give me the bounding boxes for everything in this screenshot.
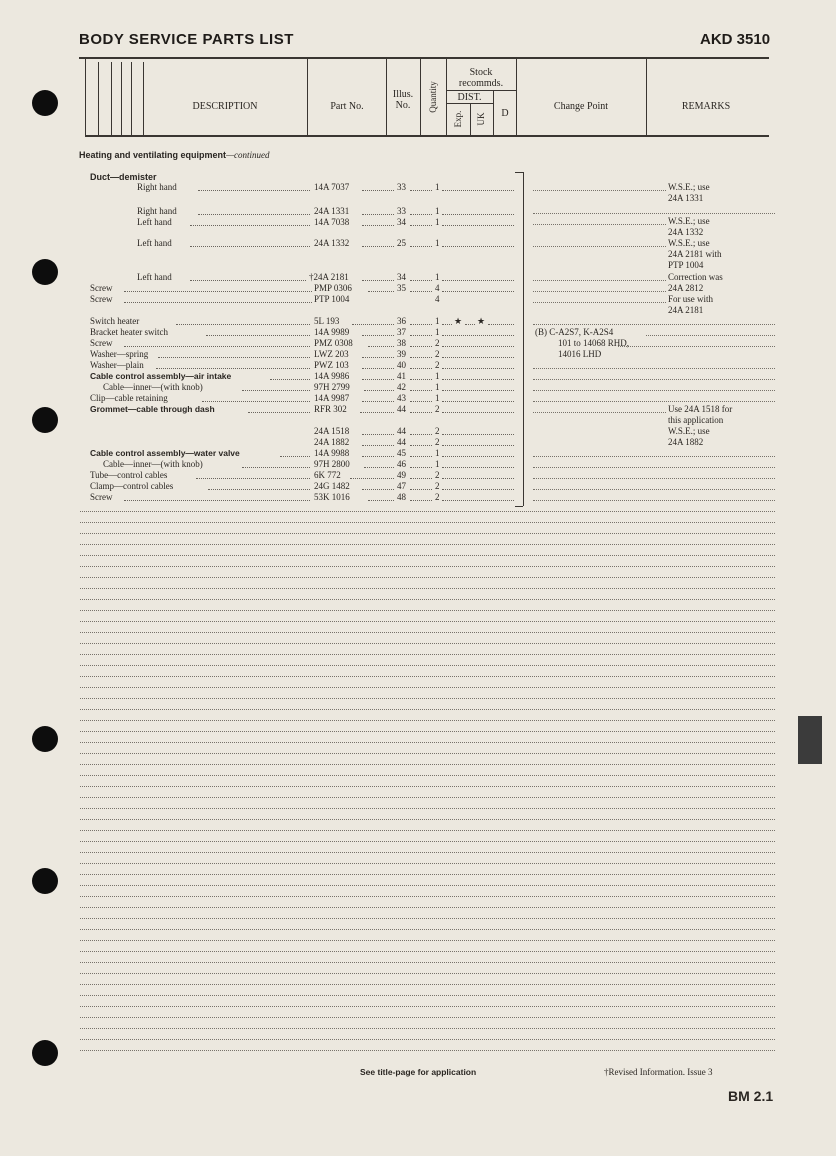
row-qty: 2 [435,404,440,414]
blank-ruled-line [80,896,775,897]
range-bracket [523,172,524,506]
section-tab-marker [798,716,822,764]
row-description: Washer—plain [90,360,144,370]
row-qty: 2 [435,481,440,491]
row-illus: 43 [397,393,406,403]
row-illus: 37 [397,327,406,337]
row-illus: 33 [397,206,406,216]
blank-ruled-line [80,940,775,941]
column-uk: UK [476,112,486,126]
remark-line: For use with [668,294,713,304]
row-description: Clamp—control cables [90,481,174,491]
row-part-no: †24A 2181 [309,272,349,282]
remark-line: 24A 1331 [668,193,704,203]
table-row [0,283,836,294]
row-illus: 45 [397,448,406,458]
row-part-no: 24G 1482 [314,481,350,491]
remark-line: this application [668,415,724,425]
blank-ruled-line [80,786,775,787]
blank-ruled-line [80,863,775,864]
table-row [0,459,836,470]
row-illus: 46 [397,459,406,469]
remark-line: PTP 1004 [668,260,704,270]
row-qty: 2 [435,338,440,348]
blank-ruled-line [80,764,775,765]
blank-ruled-line [80,885,775,886]
row-description: Cable—inner—(with knob) [103,382,203,392]
row-illus: 42 [397,382,406,392]
row-part-no: 14A 9986 [314,371,350,381]
row-part-no: 97H 2800 [314,459,350,469]
row-qty: 1 [435,206,440,216]
row-illus: 35 [397,283,406,293]
row-description: Cable control assembly—water valve [90,448,240,458]
blank-ruled-line [80,566,775,567]
blank-ruled-line [80,995,775,996]
row-description: Screw [90,283,113,293]
row-qty: 1 [435,182,440,192]
blank-ruled-line [80,742,775,743]
row-description: Grommet—cable through dash [90,404,215,414]
remark-line: W.S.E.; use [668,182,710,192]
blank-ruled-line [80,1017,775,1018]
column-quantity: Quantity [428,81,438,113]
row-qty: 1 [435,238,440,248]
table-row [0,382,836,393]
row-part-no: 24A 1332 [314,238,350,248]
blank-ruled-line [80,610,775,611]
blank-ruled-line [80,929,775,930]
row-illus: 25 [397,238,406,248]
row-part-no: 97H 2799 [314,382,350,392]
row-qty: 1 [435,382,440,392]
row-uk: ★ [477,316,486,326]
row-description: Clip—cable retaining [90,393,168,403]
row-part-no: 14A 9987 [314,393,350,403]
blank-ruled-line [80,720,775,721]
blank-ruled-line [80,588,775,589]
blank-ruled-line [80,731,775,732]
row-part-no: 14A 9988 [314,448,350,458]
blank-ruled-line [80,841,775,842]
row-illus: 44 [397,404,406,414]
group-heading: Duct—demister [90,172,157,182]
footer-application-note: See title-page for application [360,1067,477,1077]
row-qty: 2 [435,470,440,480]
row-description: Switch heater [90,316,140,326]
blank-ruled-line [80,852,775,853]
row-description: Right hand [137,206,177,216]
row-illus: 44 [397,437,406,447]
column-dist: DIST. [457,92,482,103]
remark-line: 24A 2181 [668,305,704,315]
column-exp: Exp. [453,110,463,128]
blank-ruled-line [80,808,775,809]
section-title [79,150,270,160]
blank-ruled-line [80,643,775,644]
table-row [0,393,836,404]
blank-ruled-line [80,962,775,963]
blank-ruled-line [80,984,775,985]
row-illus: 38 [397,338,406,348]
row-qty: 1 [435,459,440,469]
row-qty: 1 [435,371,440,381]
blank-ruled-line [80,621,775,622]
header-rule-top [79,57,769,59]
row-description: Cable control assembly—air intake [90,371,232,381]
row-part-no: PMZ 0308 [314,338,353,348]
column-d: D [501,108,509,119]
blank-ruled-line [80,709,775,710]
column-stock-recommds: recommds. [458,78,504,89]
row-description: Cable—inner—(with knob) [103,459,203,469]
row-illus: 47 [397,481,406,491]
row-qty: 1 [435,448,440,458]
blank-ruled-line [80,654,775,655]
blank-ruled-line [80,676,775,677]
row-part-no: RFR 302 [314,404,347,414]
column-change-point: Change Point [553,101,609,112]
document-code: AKD 3510 [700,31,771,48]
row-part-no: 14A 9989 [314,327,350,337]
remark-line: W.S.E.; use [668,216,710,226]
table-row [0,206,836,217]
page-title: BODY SERVICE PARTS LIST [79,31,294,48]
row-qty: 4 [435,283,440,293]
row-description: Left hand [137,217,172,227]
row-description: Screw [90,294,113,304]
blank-ruled-line [80,599,775,600]
column-part-no: Part No. [330,101,364,112]
row-illus: 41 [397,371,406,381]
row-illus: 44 [397,426,406,436]
column-illus-no: No. [395,100,411,111]
table-row [0,360,836,371]
table-row [0,238,836,249]
row-illus: 34 [397,272,406,282]
blank-ruled-line [80,555,775,556]
remark-line: 24A 1882 [668,437,704,447]
row-illus: 39 [397,349,406,359]
row-qty: 1 [435,272,440,282]
blank-ruled-line [80,918,775,919]
change-point-line: 101 to 14068 RHD, [558,338,630,348]
row-part-no: PWZ 103 [314,360,349,370]
row-part-no: 6K 772 [314,470,341,480]
blank-ruled-line [80,632,775,633]
blank-ruled-line [80,775,775,776]
blank-ruled-line [80,907,775,908]
remark-line: 24A 2812 [668,283,704,293]
row-description: Screw [90,492,113,502]
binder-hole [32,1040,58,1066]
binder-hole [32,90,58,116]
row-description: Bracket heater switch [90,327,168,337]
remark-line: W.S.E.; use [668,426,710,436]
blank-ruled-line [80,951,775,952]
table-row [0,481,836,492]
remark-line: W.S.E.; use [668,238,710,248]
blank-ruled-line [80,753,775,754]
row-description: Left hand [137,238,172,248]
row-part-no: 53K 1016 [314,492,350,502]
blank-ruled-line [80,819,775,820]
column-illus: Illus. [392,89,414,100]
row-qty: 1 [435,217,440,227]
binder-hole [32,868,58,894]
table-row [0,338,836,349]
header-rule-bottom [85,135,769,137]
row-qty: 2 [435,492,440,502]
row-description: Tube—control cables [90,470,168,480]
table-row [0,426,836,437]
row-part-no: 24A 1331 [314,206,350,216]
blank-ruled-line [80,874,775,875]
row-illus: 34 [397,217,406,227]
table-row [0,371,836,382]
blank-ruled-line [80,830,775,831]
column-stock: Stock [469,67,493,78]
remark-line: Correction was [668,272,723,282]
blank-ruled-line [80,797,775,798]
column-description: DESCRIPTION [192,101,258,112]
row-part-no: 14A 7038 [314,217,350,227]
row-illus: 40 [397,360,406,370]
blank-ruled-line [80,698,775,699]
row-qty: 1 [435,327,440,337]
table-row [0,349,836,360]
blank-ruled-line [80,1039,775,1040]
blank-ruled-line [80,1050,775,1051]
remark-line: 24A 1332 [668,227,704,237]
blank-ruled-line [80,687,775,688]
binder-hole [32,726,58,752]
table-row [0,327,836,338]
row-description: Washer—spring [90,349,149,359]
row-description: Left hand [137,272,172,282]
blank-ruled-line [80,973,775,974]
row-illus: 48 [397,492,406,502]
row-qty: 1 [435,316,440,326]
row-part-no: LWZ 203 [314,349,349,359]
blank-ruled-line [80,577,775,578]
row-qty: 2 [435,349,440,359]
blank-ruled-line [80,533,775,534]
blank-ruled-line [80,544,775,545]
row-qty: 2 [435,360,440,370]
section-title-text: Heating and ventilating equipment [79,150,227,160]
blank-ruled-line [80,1006,775,1007]
table-row [0,316,836,327]
blank-ruled-line [80,665,775,666]
column-remarks: REMARKS [681,101,731,112]
table-row [0,217,836,228]
remark-line: Use 24A 1518 for [668,404,733,414]
row-description: Screw [90,338,113,348]
row-qty: 1 [435,393,440,403]
row-illus: 49 [397,470,406,480]
row-part-no: PMP 0306 [314,283,352,293]
row-exp: ★ [454,316,463,326]
blank-ruled-line [80,522,775,523]
blank-ruled-line [80,511,775,512]
table-row [0,448,836,459]
row-part-no: PTP 1004 [314,294,350,304]
table-row [0,182,836,193]
row-part-no: 24A 1882 [314,437,350,447]
row-qty: 4 [435,294,440,304]
remark-line: 24A 2181 with [668,249,722,259]
row-description: Right hand [137,182,177,192]
page-number: BM 2.1 [728,1088,774,1104]
section-continued: —continued [226,150,270,160]
blank-ruled-line [80,1028,775,1029]
row-illus: 33 [397,182,406,192]
change-point-line: (B) C-A2S7, K-A2S4 [535,327,614,337]
row-part-no: 5L 193 [314,316,340,326]
change-point-line: 14016 LHD [558,349,602,359]
row-part-no: 24A 1518 [314,426,350,436]
row-qty: 2 [435,437,440,447]
row-part-no: 14A 7037 [314,182,350,192]
row-qty: 2 [435,426,440,436]
footer-revision-note: †Revised Information. Issue 3 [604,1067,713,1077]
table-row [0,470,836,481]
table-row [0,492,836,503]
table-row [0,437,836,448]
row-illus: 36 [397,316,406,326]
